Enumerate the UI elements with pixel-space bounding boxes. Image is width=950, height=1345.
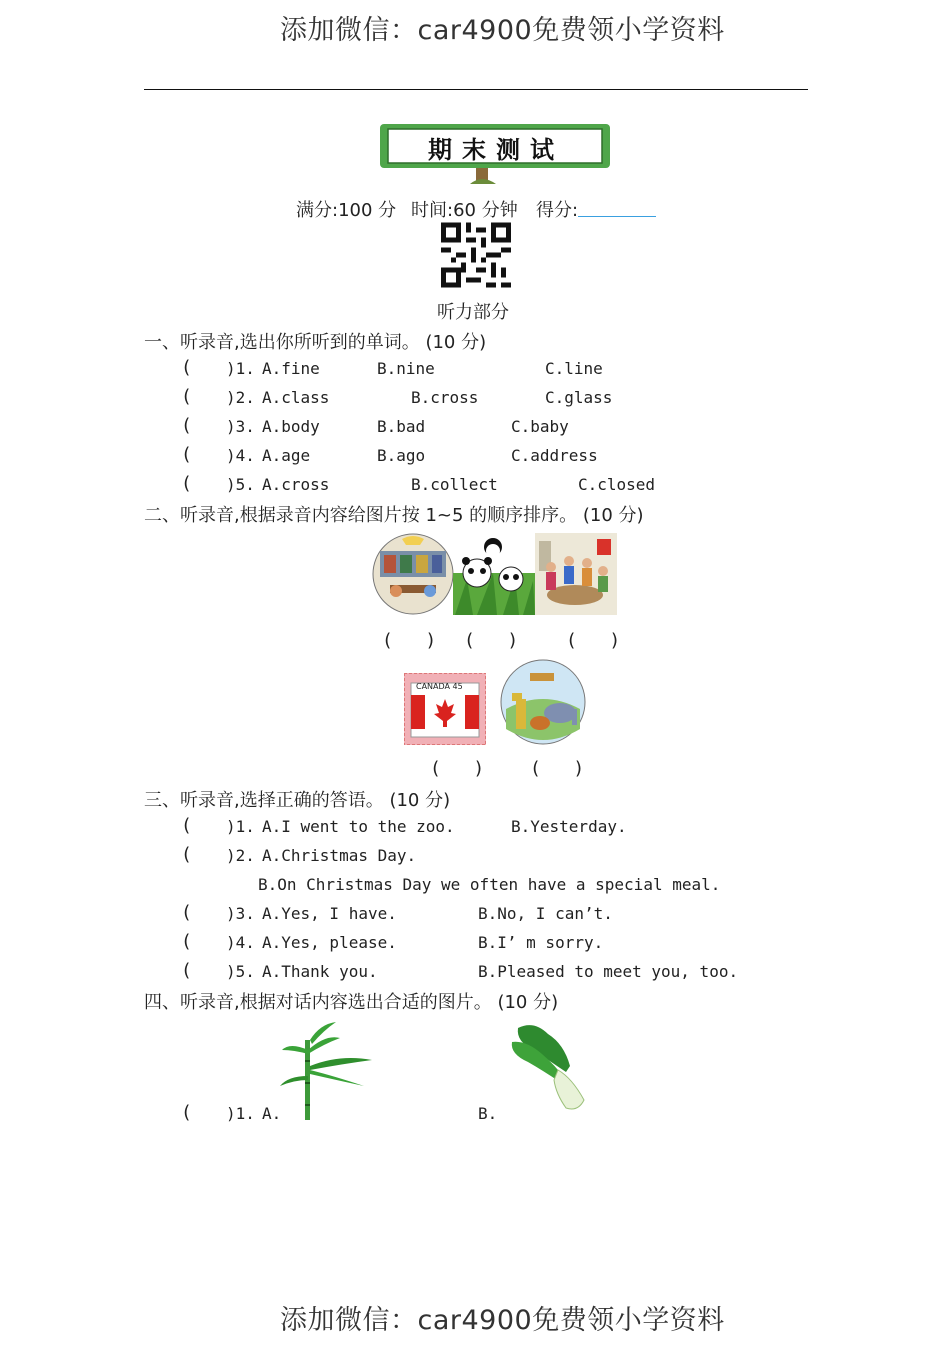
picture-bamboo [280,1020,376,1124]
option-c: C.line [545,359,603,378]
picture-canada-stamp [404,673,486,745]
question-number: )2. [226,388,255,407]
picture-cabbage [508,1020,590,1116]
time-limit: 时间:60 分钟 [411,200,518,221]
question-number: )5. [226,962,255,981]
section3-title: 三、听录音,选择正确的答语。 (10 分) [144,790,451,811]
option-a: A.I went to the zoo. [262,817,455,836]
section2-title: 二、听录音,根据录音内容给图片按 1~5 的顺序排序。 (10 分) [144,505,644,526]
answer-paren-open[interactable]: ( [181,386,192,407]
question-number: )2. [226,846,255,865]
option-b: B.cross [411,388,479,407]
option-b: B.nine [377,359,435,378]
question-number: )1. [226,359,255,378]
stamp-label: CANADA 45 [416,682,463,691]
option-c: C.glass [545,388,613,407]
option-a: A.class [262,388,330,407]
option-b: B. [478,1104,498,1123]
header-rule [144,89,808,90]
picture-family-dinner [535,533,617,619]
question-number: )3. [226,417,255,436]
option-c: C.closed [578,475,656,494]
option-b: B.collect [411,475,498,494]
banner-title: 期末测试 [428,136,564,164]
option-a: A.fine [262,359,320,378]
answer-paren-open[interactable]: ( [181,444,192,465]
question-number: )4. [226,446,255,465]
answer-paren-open[interactable]: ( [181,815,192,836]
option-b: B.No, I can’t. [478,904,613,923]
option-b: B.I’ m sorry. [478,933,604,952]
answer-paren-picture-5[interactable]: ( ) [530,758,585,779]
option-a: A. [262,1104,282,1123]
answer-paren-open[interactable]: ( [181,931,192,952]
option-b: B.ago [377,446,426,465]
option-a: A.Yes, I have. [262,904,397,923]
picture-library [372,533,454,619]
answer-paren-open[interactable]: ( [181,1102,192,1123]
answer-paren-open[interactable]: ( [181,415,192,436]
answer-paren-open[interactable]: ( [181,473,192,494]
picture-pandas [453,533,535,619]
answer-paren-picture-2[interactable]: ( ) [464,630,519,651]
picture-zoo [500,659,586,749]
answer-paren-picture-1[interactable]: ( ) [382,630,437,651]
option-a: A.Christmas Day. [262,846,417,865]
answer-paren-open[interactable]: ( [181,902,192,923]
listening-section-title: 听力部分 [437,302,509,323]
answer-paren-open[interactable]: ( [181,844,192,865]
watermark-top: 添加微信：car4900免费领小学资料 [280,15,725,46]
question-number: )1. [226,1104,255,1123]
option-b: B.bad [377,417,426,436]
title-banner [376,118,614,188]
answer-paren-picture-3[interactable]: ( ) [566,630,621,651]
score-label: 得分: [536,200,579,221]
question-number: )5. [226,475,255,494]
answer-paren-picture-4[interactable]: ( ) [430,758,485,779]
option-a: A.cross [262,475,330,494]
answer-paren-open[interactable]: ( [181,960,192,981]
option-c: C.baby [511,417,569,436]
section4-title: 四、听录音,根据对话内容选出合适的图片。 (10 分) [144,992,559,1013]
answer-paren-open[interactable]: ( [181,357,192,378]
full-score: 满分:100 分 [296,200,397,221]
option-b: B.Pleased to meet you, too. [478,962,739,981]
question-number: )3. [226,904,255,923]
qr-code [441,222,511,292]
option-a: A.age [262,446,311,465]
option-a: A.body [262,417,320,436]
option-a: A.Yes, please. [262,933,397,952]
option-a: A.Thank you. [262,962,378,981]
question-number: )1. [226,817,255,836]
score-blank[interactable] [578,216,656,217]
watermark-bottom: 添加微信：car4900免费领小学资料 [280,1305,725,1336]
question-number: )4. [226,933,255,952]
option-c: C.address [511,446,598,465]
option-b: B.Yesterday. [511,817,627,836]
section1-title: 一、听录音,选出你所听到的单词。 (10 分) [144,332,487,353]
option-b: B.On Christmas Day we often have a special meal. [258,875,721,894]
